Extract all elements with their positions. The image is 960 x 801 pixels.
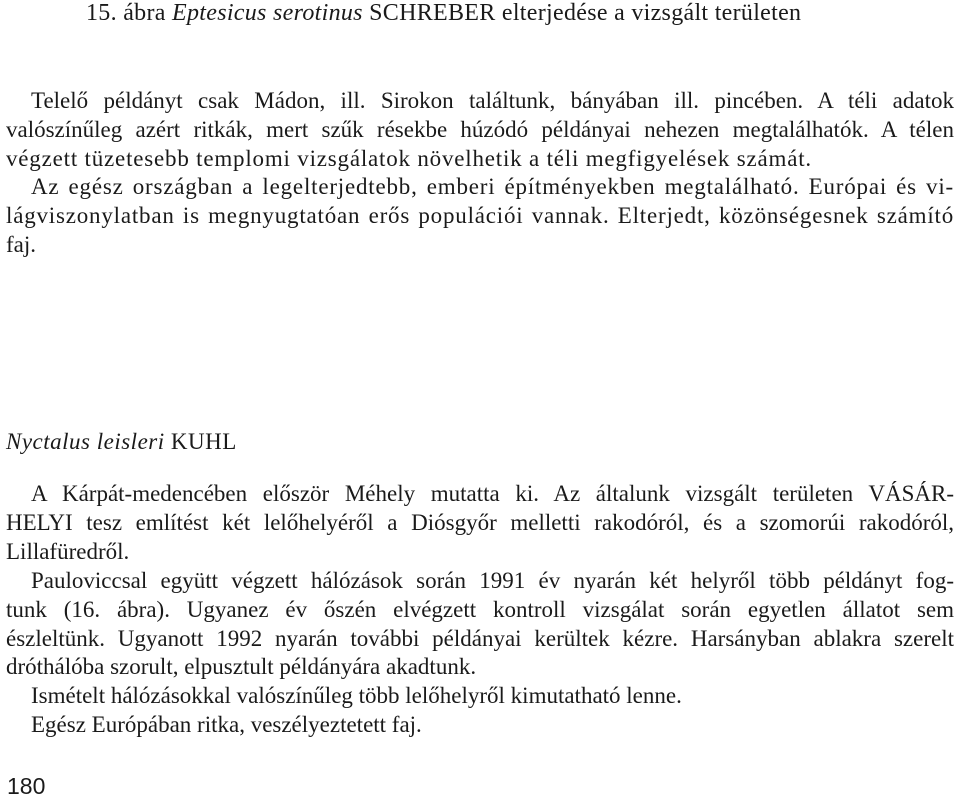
text-line: HELYI tesz említést két lelőhelyéről a Diósgyőr melletti rakodóról, és a szomorúi rakodóról, <box>6 510 954 535</box>
text-line: A Kárpát-medencében először Méhely mutatta ki. Az általunk vizsgált területen VÁSÁR- <box>31 481 954 506</box>
text-line: tunk (16. ábra). Ugyanez év őszén elvégzett kontroll vizsgálat során egyetlen állatot sem <box>6 597 954 622</box>
text-line: dróthálóba szorult, elpusztult példányára akadtunk. <box>6 654 477 679</box>
text-line: valószínűleg azért ritkák, mert szűk résekbe húzódó példányai nehezen megtalálhatók. A télen <box>6 117 954 142</box>
text-line: Telelő példányt csak Mádon, ill. Sirokon találtunk, bányában ill. pincében. A téli adatok <box>31 88 954 113</box>
text-line: faj. <box>6 232 37 257</box>
page-number: 180 <box>7 773 46 799</box>
text-line: észleltünk. Ugyanott 1992 nyarán további példányai kerültek kézre. Harsányban ablakra szerelt <box>6 626 954 651</box>
species-heading <box>6 427 237 457</box>
paragraph-repeat-netting: Ismételt hálózásokkal valószínűleg több lelőhelyről kimutatható lenne. <box>31 683 682 708</box>
species-name: Nyctalus leisleri <box>6 429 165 454</box>
figure-species-name: Eptesicus serotinus <box>172 0 363 26</box>
text-line: Az egész országban a legelterjedtebb, emberi építményekben megtalálható. Európai és vi- <box>31 174 954 199</box>
figure-number: 15. ábra <box>86 0 166 26</box>
text-line: lágviszonylatban is megnyugtatóan erős populációi vannak. Elterjedt, közönségesnek számító <box>6 203 954 228</box>
figure-caption-rest: elterjedése a vizsgált területen <box>501 0 802 26</box>
figure-species-author: SCHREBER <box>369 0 496 26</box>
text-line: végzett tüzetesebb templomi vizsgálatok növelhetik a téli megfigyelések számát. <box>6 146 812 171</box>
paragraph-conservation-status: Egész Európában ritka, veszélyeztetett faj. <box>31 712 422 737</box>
figure-caption <box>86 0 801 28</box>
species-author: KUHL <box>170 429 237 454</box>
text-line: Pauloviccsal együtt végzett hálózások során 1991 év nyarán két helyről több példányt fog- <box>31 568 954 593</box>
text-line: Lillafüredről. <box>6 539 130 564</box>
